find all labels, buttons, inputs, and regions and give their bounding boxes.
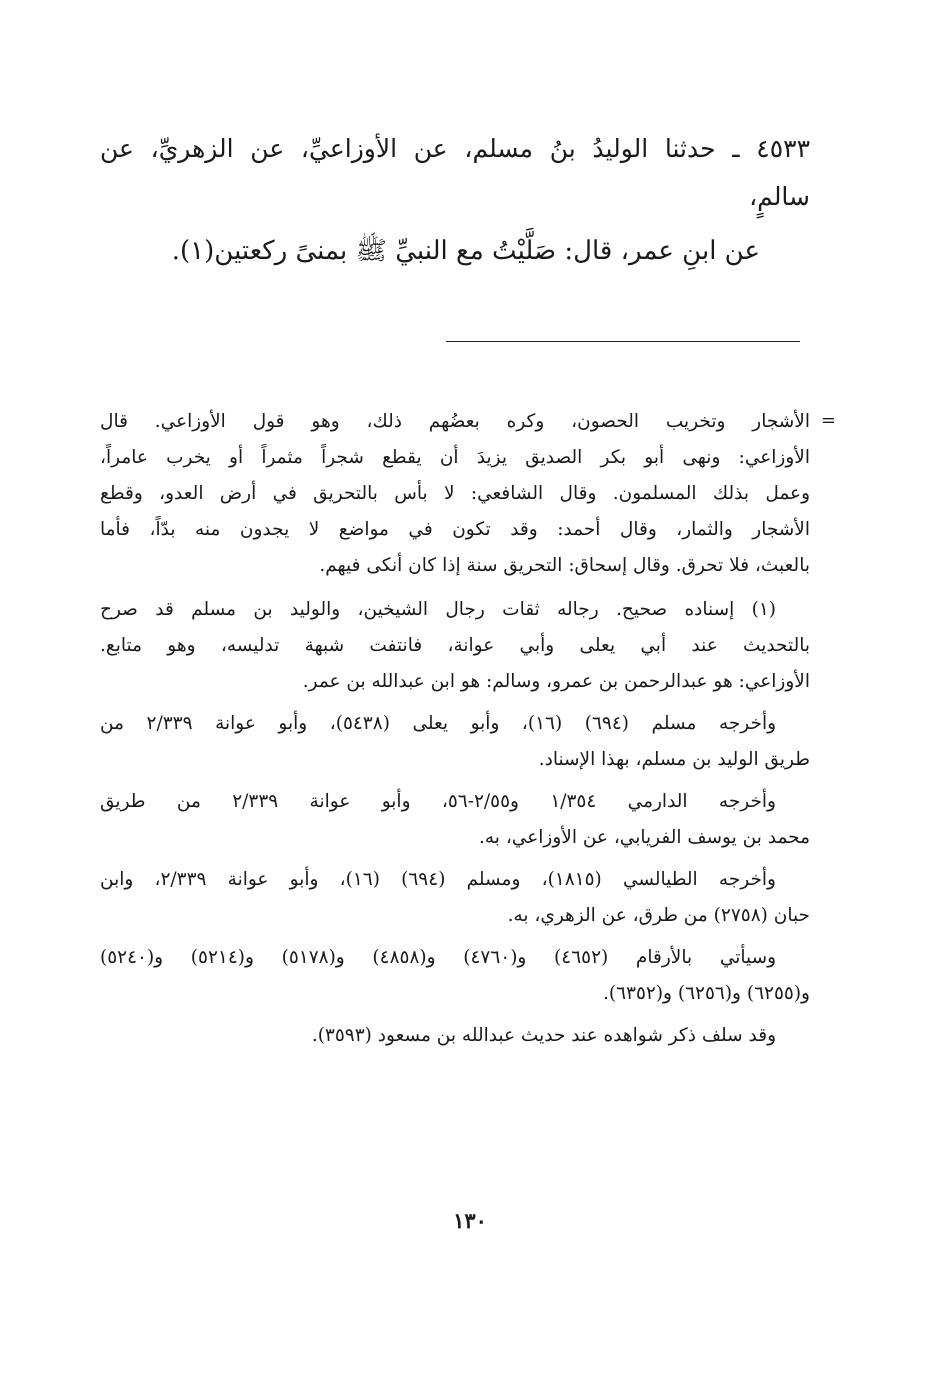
hadith-text <box>100 125 810 275</box>
footnote-line: الأشجار وتخريب الحصون، وكره بعضُهم ذلك، وهو قول الأوزاعي. قال <box>100 411 810 432</box>
footnote-line: وأخرجه الدارمي ١/٣٥٤ و٢/٥٥-٥٦، وأبو عوانة ٢/٣٣٩ من طريق <box>100 791 776 812</box>
footnote-line: وأخرجه مسلم (٦٩٤) (١٦)، وأبو يعلى (٥٤٣٨)، وأبو عوانة ٢/٣٣٩ من <box>100 713 777 734</box>
footnote-line: بالعبث، فلا تحرق. وقال إسحاق: التحريق سنة إذا كان أنكى فيهم. <box>319 555 810 576</box>
hadith-line-1: ٤٥٣٣ ـ حدثنا الوليدُ بنُ مسلم، عن الأوزاعيِّ، عن الزهريِّ، عن <box>100 134 810 163</box>
footnote-line: الأوزاعي: ونهى أبو بكر الصديق يزيدَ أن يقطع شجراً مثمراً أو يخرب عامراً، <box>100 447 810 468</box>
footnote-separator <box>446 341 800 342</box>
footnote-line: وقد سلف ذكر شواهده عند حديث عبدالله بن مسعود (٣٥٩٣). <box>311 1025 776 1046</box>
continuation-mark: = <box>820 410 836 431</box>
footnote-line: بالتحديث عند أبي يعلى وأبي عوانة، فانتفت شبهة تدليسه، وهو متابع. <box>100 635 810 656</box>
footnote-paragraph <box>100 1018 810 1054</box>
footnote-line: طريق الوليد بن مسلم، بهذا الإسناد. <box>538 749 810 770</box>
footnote-paragraph <box>100 592 810 700</box>
footnote-line: الأشجار والثمار، وقال أحمد: وقد تكون في مواضع لا يجدون منه بدّاً، فأما <box>100 519 810 540</box>
footnotes <box>100 404 810 1054</box>
footnote-line: حبان (٢٧٥٨) من طرق، عن الزهري، به. <box>507 905 810 926</box>
footnote-line: وسيأتي بالأرقام (٤٦٥٢) و(٤٧٦٠) و(٤٨٥٨) و(٥١٧٨) و(٥٢١٤) و(٥٢٤٠) <box>100 947 777 968</box>
page-number: ١٣٠ <box>453 1208 487 1233</box>
hadith-line-3: عن ابنِ عمر، قال: صَلَّيْتُ مع النبيِّ ﷺ بمنىً ركعتين(١). <box>171 236 760 266</box>
footnote-line: و(٦٢٥٥) و(٦٢٥٦) و(٦٣٥٢). <box>602 983 810 1004</box>
footnote-paragraph <box>100 706 810 778</box>
footnote-paragraph <box>100 404 810 584</box>
footnote-line: وعمل بذلك المسلمون. وقال الشافعي: لا بأس بالتحريق في أرض العدو، وقطع <box>100 483 810 504</box>
footnote-line: وأخرجه الطيالسي (١٨١٥)، ومسلم (٦٩٤) (١٦)، وأبو عوانة ٢/٣٣٩، وابن <box>100 869 776 890</box>
hadith-line-2: سالمٍ، <box>749 182 810 211</box>
footnote-paragraph <box>100 862 810 934</box>
footnote-paragraph <box>100 940 810 1012</box>
footnote-line: الأوزاعي: هو عبدالرحمن بن عمرو، وسالم: هو ابن عبدالله بن عمر. <box>302 671 810 692</box>
footnote-line: (١) إسناده صحيح. رجاله ثقات رجال الشيخين، والوليد بن مسلم قد صرح <box>100 599 776 620</box>
footnote-paragraph <box>100 784 810 856</box>
footnote-line: محمد بن يوسف الفريابي، عن الأوزاعي، به. <box>479 827 810 848</box>
